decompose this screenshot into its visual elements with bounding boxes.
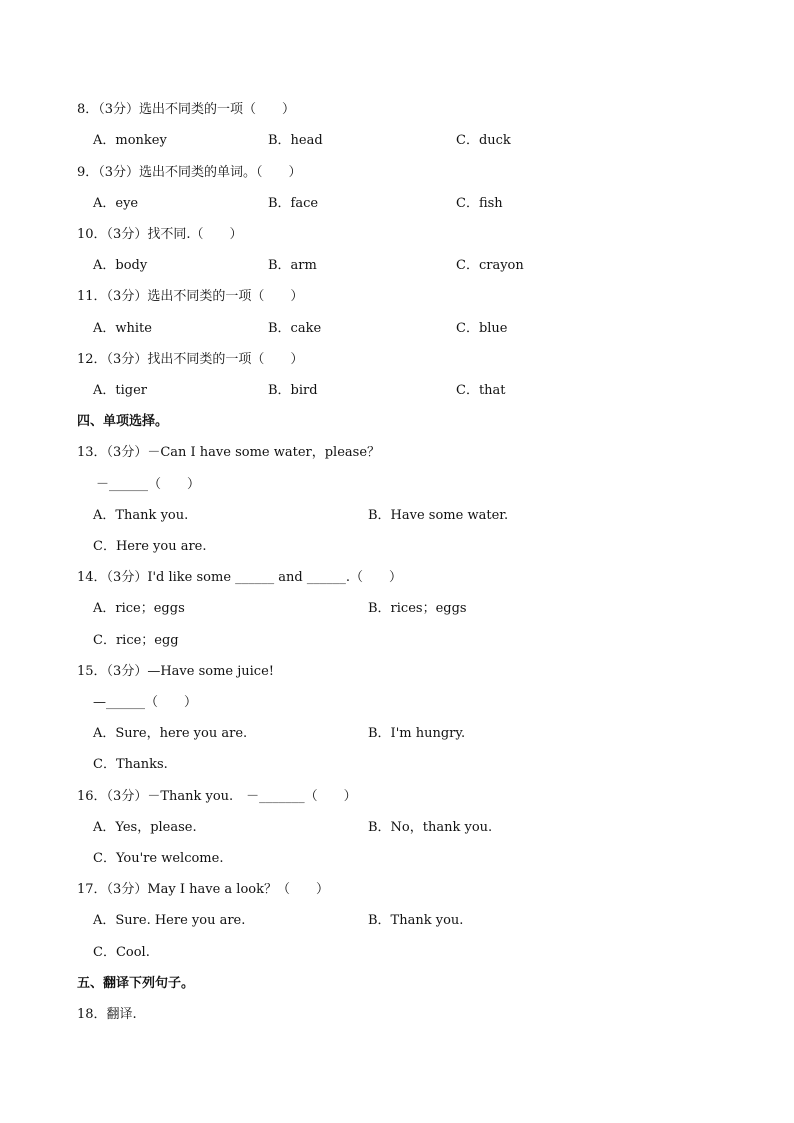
q13-option-a: A．Thank you. <box>93 508 189 523</box>
q17-option-b: B．Thank you. <box>368 913 464 928</box>
q12-option-c: C．that <box>456 383 506 398</box>
q9-option-b: B．face <box>268 196 319 211</box>
question-15-response: —______（ ） <box>93 695 198 710</box>
q8-option-b: B．head <box>268 133 323 148</box>
q13-option-b: B．Have some water. <box>368 508 509 523</box>
question-12-stem: 12．（3分）找出不同类的一项（ ） <box>77 352 304 367</box>
question-10-stem: 10．（3分）找不同.（ ） <box>77 227 243 242</box>
question-16-stem: 16．（3分）－Thank you. －_______（ ） <box>77 789 357 804</box>
question-17-stem: 17．（3分）May I have a look？（ ） <box>77 882 329 897</box>
q10-option-b: B．arm <box>268 258 317 273</box>
question-13-response: －______（ ） <box>96 477 201 492</box>
q11-option-c: C．blue <box>456 321 508 336</box>
q15-option-b: B．I'm hungry. <box>368 726 466 741</box>
q17-option-a: A．Sure. Here you are. <box>93 913 246 928</box>
q10-option-a: A．body <box>93 258 148 273</box>
q16-option-a: A．Yes，please. <box>93 820 197 835</box>
question-15-stem: 15．（3分）—Have some juice! <box>77 664 274 679</box>
q17-option-c: C．Cool. <box>93 945 150 960</box>
q14-option-c: C．rice；egg <box>93 633 179 648</box>
question-18-stem: 18．翻译. <box>77 1007 137 1022</box>
q9-option-a: A．eye <box>93 196 139 211</box>
section-4-heading: 四、单项选择。 <box>77 414 169 429</box>
q11-option-b: B．cake <box>268 321 322 336</box>
q15-option-c: C．Thanks. <box>93 757 168 772</box>
q8-option-a: A．monkey <box>93 133 167 148</box>
q14-option-a: A．rice；eggs <box>93 601 185 616</box>
q16-option-b: B．No，thank you. <box>368 820 493 835</box>
question-13-stem: 13．（3分）－Can I have some water，please？ <box>77 445 381 460</box>
q16-option-c: C．You're welcome. <box>93 851 224 866</box>
q15-option-a: A．Sure，here you are. <box>93 726 248 741</box>
q10-option-c: C．crayon <box>456 258 524 273</box>
q11-option-a: A．white <box>93 321 152 336</box>
q12-option-b: B．bird <box>268 383 318 398</box>
question-8-stem: 8．（3分）选出不同类的一项（ ） <box>77 102 296 117</box>
question-9-stem: 9．（3分）选出不同类的单词。（ ） <box>77 165 302 180</box>
q13-option-c: C．Here you are. <box>93 539 207 554</box>
q8-option-c: C．duck <box>456 133 511 148</box>
section-5-heading: 五、翻译下列句子。 <box>77 976 195 991</box>
q14-option-b: B．rices；eggs <box>368 601 467 616</box>
question-14-stem: 14．（3分）I'd like some ______ and ______.（ ） <box>77 570 402 585</box>
question-11-stem: 11．（3分）选出不同类的一项（ ） <box>77 289 304 304</box>
q9-option-c: C．fish <box>456 196 503 211</box>
q12-option-a: A．tiger <box>93 383 147 398</box>
